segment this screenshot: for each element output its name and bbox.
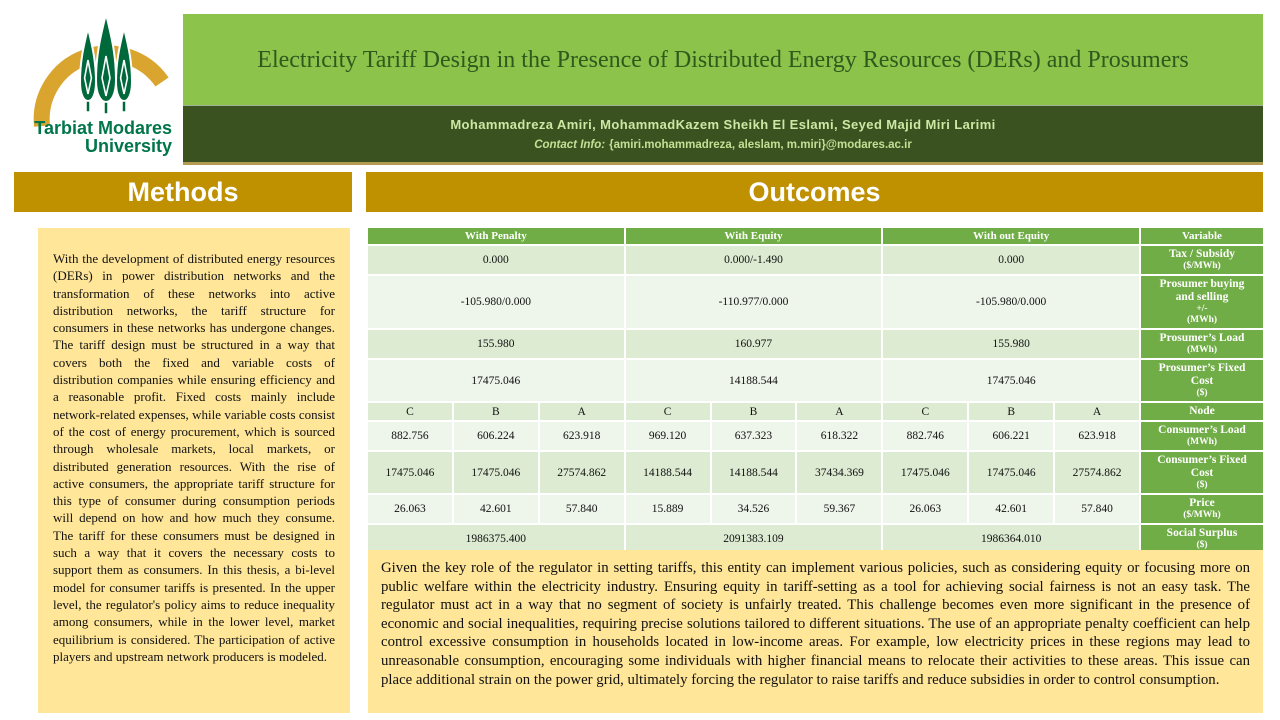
row-label-line: ($/MWh) <box>1183 261 1221 271</box>
row-label <box>1141 360 1263 401</box>
row-label <box>1141 422 1263 450</box>
cypress-tree-icon <box>96 14 116 114</box>
outcomes-table <box>368 228 1263 553</box>
table-cell: 606.221 <box>969 422 1053 450</box>
university-logo <box>26 8 178 164</box>
table-cell: 0.000 <box>368 246 624 274</box>
row-label <box>1141 403 1263 420</box>
authors-line: Mohammadreza Amiri, MohammadKazem Sheikh El Eslami, Seyed Majid Miri Larimi <box>450 117 996 132</box>
table-cell: 17475.046 <box>454 452 538 493</box>
table-cell: -105.980/0.000 <box>368 276 624 328</box>
column-header: With out Equity <box>883 228 1139 244</box>
table-cell: 26.063 <box>883 495 967 523</box>
row-label-line: (MWh) <box>1186 315 1218 325</box>
table-cell: A <box>1055 403 1139 420</box>
table-cell: C <box>626 403 710 420</box>
row-label-line: Cost <box>1190 375 1214 387</box>
table-cell: C <box>368 403 452 420</box>
methods-box <box>38 228 350 713</box>
contact-line <box>534 139 912 151</box>
row-label-line: Prosumer buying <box>1159 278 1245 290</box>
row-label-line: Cost <box>1190 467 1214 479</box>
table-cell: 14188.544 <box>712 452 796 493</box>
table-cell: A <box>797 403 881 420</box>
row-label <box>1141 246 1263 274</box>
table-cell: A <box>540 403 624 420</box>
table-cell: 882.756 <box>368 422 452 450</box>
row-label-line: Prosumer’s Fixed <box>1158 362 1246 374</box>
table-cell: B <box>454 403 538 420</box>
cypress-tree-icon <box>116 28 132 112</box>
contact-label: Contact Info: <box>534 139 606 151</box>
table-cell: 0.000 <box>883 246 1139 274</box>
table-cell: 0.000/-1.490 <box>626 246 882 274</box>
table-cell: 59.367 <box>797 495 881 523</box>
table-cell: 606.224 <box>454 422 538 450</box>
title-banner <box>183 14 1263 105</box>
table-cell: 882.746 <box>883 422 967 450</box>
row-label-line: Social Surplus <box>1166 527 1238 539</box>
table-cell: 637.323 <box>712 422 796 450</box>
university-logo-graphic <box>26 8 178 164</box>
table-cell: 623.918 <box>540 422 624 450</box>
author-bar <box>183 105 1263 165</box>
table-cell: -110.977/0.000 <box>626 276 882 328</box>
table-cell: 14188.544 <box>626 452 710 493</box>
table-cell: 26.063 <box>368 495 452 523</box>
contact-emails: {amiri.mohammadreza, aleslam, m.miri}@modares.ac.ir <box>609 139 912 151</box>
row-label-line: Tax / Subsidy <box>1168 248 1236 260</box>
table-cell: 42.601 <box>454 495 538 523</box>
logo-text-line2: University <box>84 136 172 156</box>
variable-column-header: Variable <box>1141 228 1263 244</box>
row-label-line: Consumer’s Load <box>1158 424 1246 436</box>
poster-title: Electricity Tariff Design in the Presence of Distributed Energy Resources (DERs) and Prosumers <box>257 46 1189 73</box>
row-label <box>1141 495 1263 523</box>
row-label-line: ($) <box>1196 540 1208 550</box>
table-cell: B <box>712 403 796 420</box>
table-cell: 14188.544 <box>626 360 882 401</box>
table-cell: 17475.046 <box>368 452 452 493</box>
table-cell: 618.322 <box>797 422 881 450</box>
row-label-line: and selling <box>1175 291 1229 303</box>
table-cell: 155.980 <box>883 330 1139 358</box>
table-cell: 57.840 <box>540 495 624 523</box>
table-cell: 15.889 <box>626 495 710 523</box>
outcomes-section-header: Outcomes <box>366 172 1263 212</box>
outcomes-text: Given the key role of the regulator in setting tariffs, this entity can implement various policies, such as considering equity or focusing more on public welfare within the electricity industry. Ensuring equity in tariff-setting as a tool for achieving social fairness is not an easy task. The regulator must act in a way that no segment of society is unfairly treated. This challenge becomes even more significant in the presence of economic and social inequalities, requiring precise solutions tailored to different situations. The use of an appropriate penalty coefficient can help control excessive consumption in households located in low-income areas. For example, low electricity prices in these regions may lead to unreasonable consumption, encouraging some individuals with higher financial means to relocate their activities to these areas. This issue can place additional strain on the power grid, ultimately forcing the regulator to raise tariffs and reduce subsidies in order to control consumption. <box>381 560 1250 688</box>
table-cell: 969.120 <box>626 422 710 450</box>
table-cell: 623.918 <box>1055 422 1139 450</box>
row-label-line: ($/MWh) <box>1183 510 1221 520</box>
table-cell: 27574.862 <box>1055 452 1139 493</box>
row-label-line: (MWh) <box>1186 345 1218 355</box>
table-cell: 34.526 <box>712 495 796 523</box>
row-label <box>1141 452 1263 493</box>
table-cell: 160.977 <box>626 330 882 358</box>
methods-section-header: Methods <box>14 172 352 212</box>
column-header: With Penalty <box>368 228 624 244</box>
table-cell: 17475.046 <box>883 452 967 493</box>
methods-text: With the development of distributed energy resources (DERs) in power distribution networks and the transformation of these networks into active distribution networks, the tariff structure for consumers in these networks has undergone changes. The tariff design must be structured in a way that covers both the fixed and variable costs of distribution companies while ensuring efficiency and a reasonable profit. Fixed costs mainly include network-related expenses, while variable costs consist of the cost of energy procurement, which is sourced through wholesale markets, local markets, or distributed generation resources. With the rise of active consumers, the appropriate tariff structure for this type of consumer during consumption periods will depend on how and how much they consume. The tariff for these consumers must be designed in such a way that it covers the necessary costs to support them as consumers. In this thesis, a bi-level model for consumer tariffs is presented. In the upper level, the regulator's policy aims to reduce inequality among consumers, while in the lower level, market equilibrium is considered. The participation of active players and upstream network producers is modeled. <box>53 251 335 664</box>
table-cell: 27574.862 <box>540 452 624 493</box>
row-label-line: Price <box>1189 497 1215 509</box>
table-cell: 155.980 <box>368 330 624 358</box>
row-label-line: (MWh) <box>1186 437 1218 447</box>
table-cell: 17475.046 <box>969 452 1053 493</box>
table-cell: 17475.046 <box>883 360 1139 401</box>
cypress-tree-icon <box>80 28 96 112</box>
row-label-line: ($) <box>1196 480 1208 490</box>
row-label-line: Consumer’s Fixed <box>1157 454 1247 466</box>
table-cell: 1986375.400 <box>368 525 624 553</box>
table-cell: 37434.369 <box>797 452 881 493</box>
row-label-line: Node <box>1189 405 1215 417</box>
row-label-line: ($) <box>1196 388 1208 398</box>
row-label-line: Prosumer’s Load <box>1159 332 1245 344</box>
logo-text-line1: Tarbiat Modares <box>34 118 172 138</box>
table-cell: -105.980/0.000 <box>883 276 1139 328</box>
row-label <box>1141 330 1263 358</box>
table-cell: C <box>883 403 967 420</box>
row-label <box>1141 525 1263 553</box>
table-cell: 1986364.010 <box>883 525 1139 553</box>
table-cell: 2091383.109 <box>626 525 882 553</box>
row-label-line: +/- <box>1196 304 1208 314</box>
outcomes-box <box>368 550 1263 713</box>
table-cell: 17475.046 <box>368 360 624 401</box>
row-label <box>1141 276 1263 328</box>
table-cell: 42.601 <box>969 495 1053 523</box>
table-cell: 57.840 <box>1055 495 1139 523</box>
table-cell: B <box>969 403 1053 420</box>
column-header: With Equity <box>626 228 882 244</box>
